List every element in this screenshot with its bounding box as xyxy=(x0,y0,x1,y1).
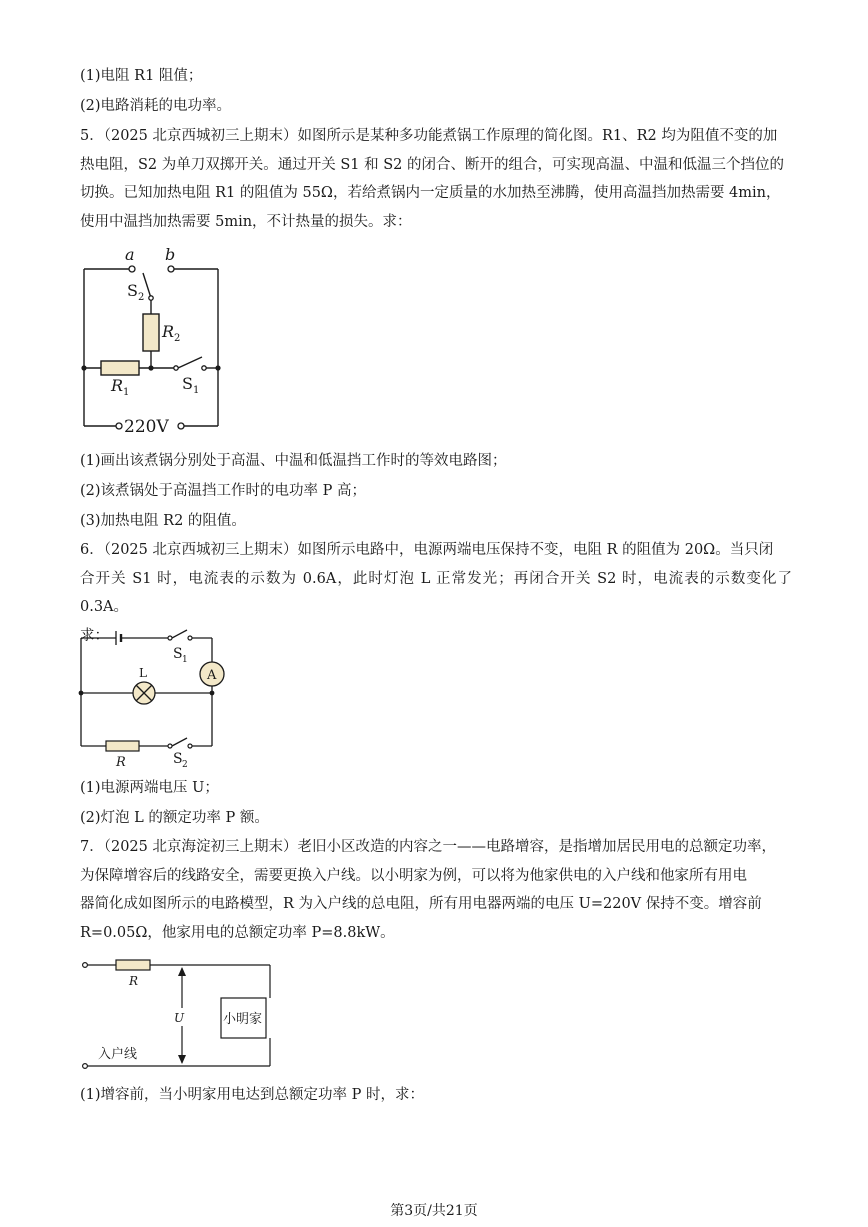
junction-dot xyxy=(210,691,215,696)
q5-sub3: (3)加热电阻 R2 的阻值。 xyxy=(80,513,246,529)
junction-dot xyxy=(79,691,84,696)
terminal-b-label: b xyxy=(165,245,176,264)
q6-circuit-diagram xyxy=(76,626,236,772)
switch-s1-label: S xyxy=(182,374,193,393)
q5-circuit-diagram xyxy=(78,240,228,440)
q7-stem-line: 7．（2025 北京海淀初三上期末）老旧小区改造的内容之一——电路增容，是指增加居民用电的总额定功率， xyxy=(80,839,776,855)
voltage-label: U xyxy=(174,1011,185,1025)
terminal-a-label: a xyxy=(125,245,135,264)
q6-stem-line: 合开关 S1 时，电流表的示数为 0.6A，此时灯泡 L 正常发光；再闭合开关 S2 时，电流表的示数变化了 0.3A。 xyxy=(80,570,792,616)
junction-dot xyxy=(81,365,86,370)
q7-stem-line: R=0.05Ω，他家用电的总额定功率 P=8.8kW。 xyxy=(80,924,395,941)
ammeter-label: A xyxy=(207,668,217,683)
resistor-r1-subscript: 1 xyxy=(123,387,130,398)
resistor-r1-label: R xyxy=(111,376,124,395)
service-wire-label: 入户线 xyxy=(98,1047,138,1062)
q5-stem xyxy=(80,122,792,236)
q7-stem-line: 器简化成如图所示的电路模型，R 为入户线的总电阻，所有用电器两端的电压 U=220V 保持不变。增容前 xyxy=(80,896,762,913)
q6-stem-line: 求： xyxy=(80,627,109,644)
switch-s1-label: S xyxy=(173,646,183,662)
page-footer: 第3页/共21页 xyxy=(390,1203,478,1219)
q4-sub2: (2)电路消耗的电功率。 xyxy=(80,98,232,114)
household-box-label: 小明家 xyxy=(223,1012,263,1027)
lamp-label: L xyxy=(139,666,147,680)
q5-stem-line: 热电阻，S2 为单刀双掷开关。通过开关 S1 和 S2 的闭合、断开的组合，可实现高温、中温和低温三个挡位的 xyxy=(80,156,785,173)
q5-stem-line: 使用中温挡加热需要 5min，不计热量的损失。求： xyxy=(80,213,412,230)
switch-s1-subscript: 1 xyxy=(182,655,188,665)
q5-sub1: (1)画出该煮锅分别处于高温、中温和低温挡工作时的等效电路图； xyxy=(80,453,507,469)
source-voltage-label: 220V xyxy=(124,417,169,437)
q7-circuit-diagram xyxy=(78,952,278,1072)
resistor-label: R xyxy=(129,974,139,988)
q4-sub1: (1)电阻 R1 阻值； xyxy=(80,68,203,84)
junction-dot xyxy=(215,365,220,370)
switch-s2-subscript: 2 xyxy=(138,292,145,303)
q5-sub2: (2)该煮锅处于高温挡工作时的电功率 P 高； xyxy=(80,483,367,499)
resistor-r2-subscript: 2 xyxy=(174,333,181,344)
q5-stem-line: 5．（2025 北京西城初三上期末）如图所示是某种多功能煮锅工作原理的简化图。R1、R2 均为阻值不变的加 xyxy=(80,128,778,144)
q5-stem-line: 切换。已知加热电阻 R1 的阻值为 55Ω，若给煮锅内一定质量的水加热至沸腾，使用高温挡加热需要 4min， xyxy=(80,185,781,202)
switch-s2-subscript: 2 xyxy=(182,760,188,770)
q6-sub1: (1)电源两端电压 U； xyxy=(80,780,219,796)
switch-s2-label: S xyxy=(173,751,183,767)
q6-sub2: (2)灯泡 L 的额定功率 P 额。 xyxy=(80,810,269,826)
q7-sub1: (1)增容前，当小明家用电达到总额定功率 P 时，求： xyxy=(80,1087,425,1103)
q7-stem-line: 为保障增容后的线路安全，需要更换入户线。以小明家为例，可以将为他家供电的入户线和他家所有用电 xyxy=(80,867,747,884)
junction-dot xyxy=(148,365,153,370)
switch-s1-subscript: 1 xyxy=(193,385,200,396)
switch-s2-label: S xyxy=(127,281,138,300)
q7-stem xyxy=(80,833,792,947)
resistor-label: R xyxy=(116,755,126,770)
resistor-r2-label: R xyxy=(162,322,175,341)
q6-stem-line: 6．（2025 北京西城初三上期末）如图所示电路中，电源两端电压保持不变，电阻 R 的阻值为 20Ω。当只闭 xyxy=(80,542,774,558)
